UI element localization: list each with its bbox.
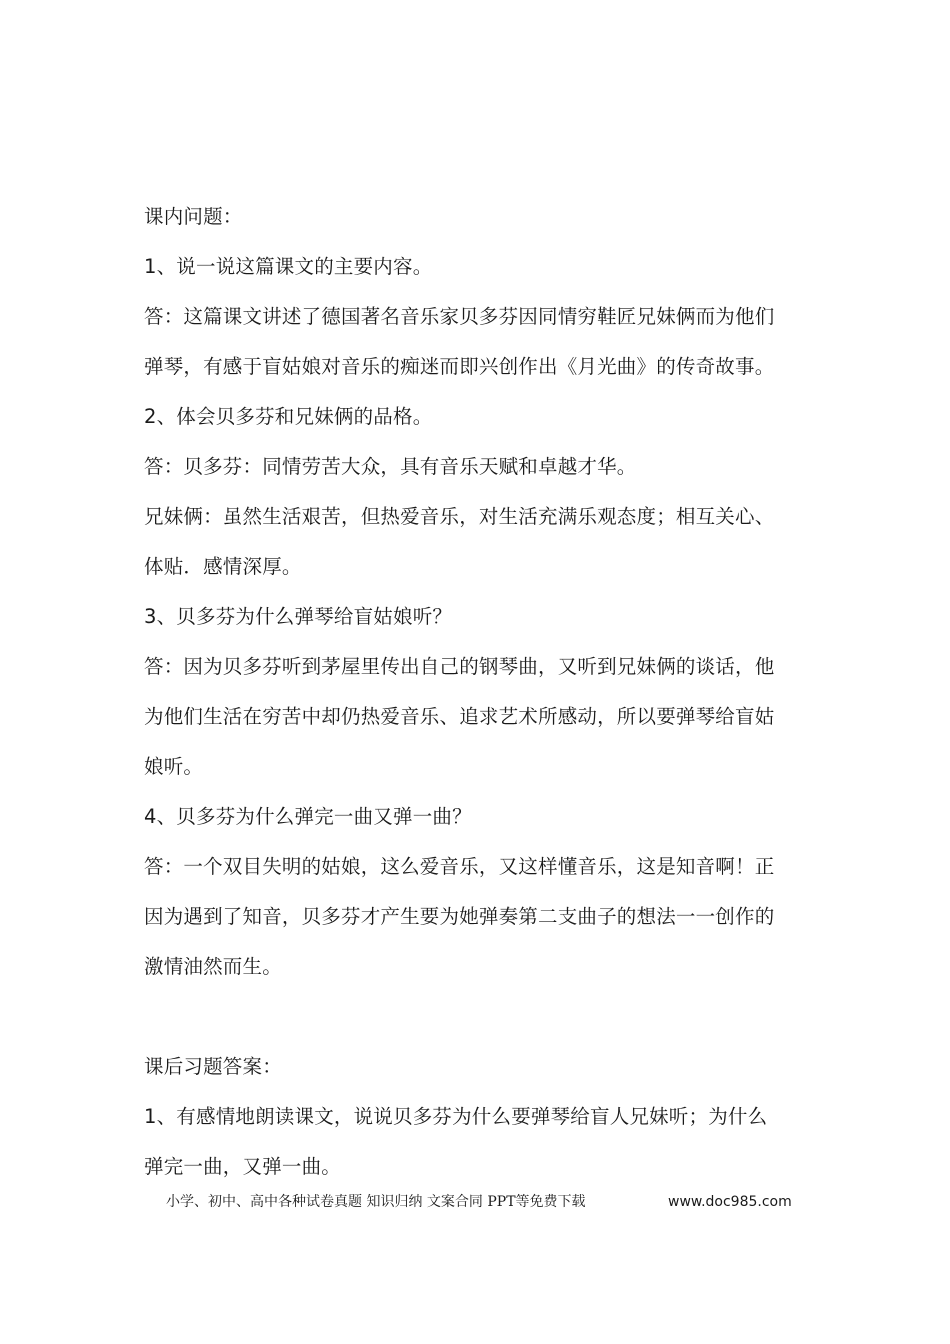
answer-3-line-1: 答：因为贝多芬听到茅屋里传出自己的钢琴曲，又听到兄妹俩的谈话，他	[144, 655, 775, 678]
page-footer	[0, 1190, 950, 1214]
question-4: 4、贝多芬为什么弹完一曲又弹一曲？	[144, 805, 472, 828]
section-heading-in-class: 课内问题：	[144, 205, 243, 228]
question-3: 3、贝多芬为什么弹琴给盲姑娘听？	[144, 605, 453, 628]
document-body	[144, 192, 812, 1192]
answer-4-line-2: 因为遇到了知音，贝多芬才产生要为她弹奏第二支曲子的想法一一创作的	[144, 905, 775, 928]
footer-website-link[interactable]: www.doc985.com	[668, 1194, 792, 1210]
answer-3-line-2: 为他们生活在穷苦中却仍热爱音乐、追求艺术所感动，所以要弹琴给盲姑	[144, 705, 775, 728]
answer-3-line-3: 娘听。	[144, 755, 204, 778]
exercise-1-line-2: 弹完一曲，又弹一曲。	[144, 1155, 342, 1178]
question-1: 1、说一说这篇课文的主要内容。	[144, 255, 433, 278]
question-2: 2、体会贝多芬和兄妹俩的品格。	[144, 405, 433, 428]
section-spacer	[144, 992, 812, 1042]
answer-1-line-1: 答：这篇课文讲述了德国著名音乐家贝多芬因同情穷鞋匠兄妹俩而为他们	[144, 305, 775, 328]
section-heading-after-class: 课后习题答案：	[144, 1055, 282, 1078]
footer-promo-text: 小学、初中、高中各种试卷真题 知识归纳 文案合同 PPT等免费下载	[166, 1194, 586, 1210]
answer-2-line-3: 体贴．感情深厚。	[144, 555, 302, 578]
answer-2-line-2: 兄妹俩：虽然生活艰苦，但热爱音乐，对生活充满乐观态度；相互关心、	[144, 505, 775, 528]
exercise-1-line-1: 1、有感情地朗读课文，说说贝多芬为什么要弹琴给盲人兄妹听；为什么	[144, 1105, 768, 1128]
answer-4-line-1: 答：一个双目失明的姑娘，这么爱音乐，又这样懂音乐，这是知音啊！正	[144, 855, 775, 878]
answer-1-line-2: 弹琴，有感于盲姑娘对音乐的痴迷而即兴创作出《月光曲》的传奇故事。	[144, 355, 775, 378]
answer-4-line-3: 激情油然而生。	[144, 955, 282, 978]
answer-2-line-1: 答：贝多芬：同情劳苦大众，具有音乐天赋和卓越才华。	[144, 455, 637, 478]
